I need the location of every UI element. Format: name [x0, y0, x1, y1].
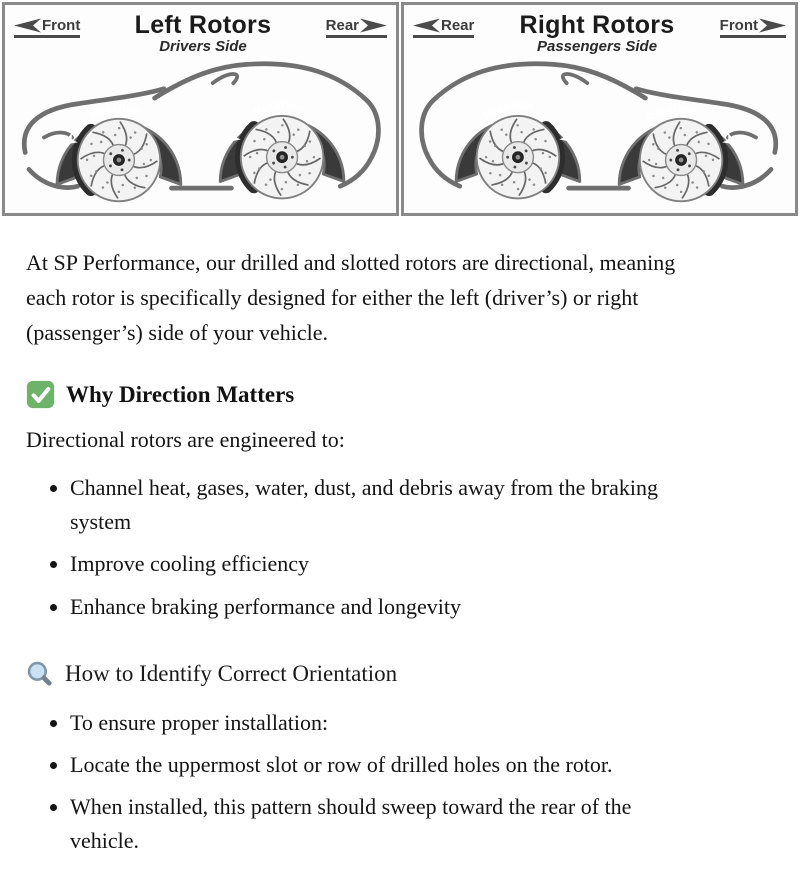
rotation-label: Rotation [88, 102, 143, 122]
direction-text: Front [719, 17, 758, 34]
direction-text: Rear [325, 17, 359, 34]
article-body [0, 218, 800, 878]
front-direction-label [14, 17, 80, 38]
panel-title: Left Rotors [134, 11, 272, 39]
orientation-steps-list [26, 706, 770, 858]
panel-subtitle: Drivers Side [159, 38, 247, 56]
rear-wheel-rotor [220, 116, 344, 199]
list-item: • Locate the uppermost slot or row of drilled holes on the rotor. [70, 748, 690, 782]
section-heading-identify-orientation [26, 660, 770, 688]
arrow-right-icon [360, 18, 387, 33]
lead-paragraph: Directional rotors are engineered to: [26, 427, 345, 453]
rear-direction-label [326, 17, 387, 38]
arrow-left-icon [413, 18, 440, 33]
right-panel-header [404, 5, 795, 55]
front-direction-label [720, 17, 786, 38]
section-heading-text: Why Direction Matters [66, 381, 295, 407]
arrow-right-icon [759, 18, 786, 33]
rotation-label: Rotation [644, 102, 698, 126]
panel-title: Right Rotors [519, 11, 675, 39]
magnifying-glass-icon [26, 660, 54, 688]
list-item: • To ensure proper installation: [70, 706, 690, 740]
check-mark-icon [26, 380, 55, 409]
list-item: • Improve cooling efficiency [70, 547, 690, 581]
car-illustration-left [5, 55, 396, 205]
left-panel-header [5, 5, 396, 55]
rotor-direction-diagram [0, 0, 800, 218]
section-heading-text: How to Identify Correct Orientation [65, 660, 398, 686]
car-body-outline [422, 64, 776, 202]
list-item: • When installed, this pattern should sweep toward the rear of the vehicle. [70, 790, 690, 858]
car-illustration-right [404, 55, 795, 205]
left-rotors-panel [2, 2, 399, 216]
intro-paragraph: At SP Performance, our drilled and slotted rotors are directional, meaning each rotor is specifically designed for either the left (driver’s) or right (passenger’s) side of your vehicle. [26, 250, 676, 345]
section-heading-why-direction-matters [26, 380, 770, 409]
benefits-list [26, 471, 770, 623]
list-item: • Channel heat, gases, water, dust, and debris away from the braking system [70, 471, 690, 539]
rear-direction-label [413, 17, 474, 38]
list-item: • Enhance braking performance and longevity [70, 590, 690, 624]
panel-subtitle: Passengers Side [536, 38, 658, 56]
rotation-label: Rotation [481, 99, 535, 123]
direction-text: Rear [441, 17, 475, 34]
right-rotors-panel [401, 2, 798, 216]
arrow-left-icon [14, 18, 41, 33]
direction-text: Front [42, 17, 81, 34]
rotation-label: Rotation [251, 99, 306, 119]
